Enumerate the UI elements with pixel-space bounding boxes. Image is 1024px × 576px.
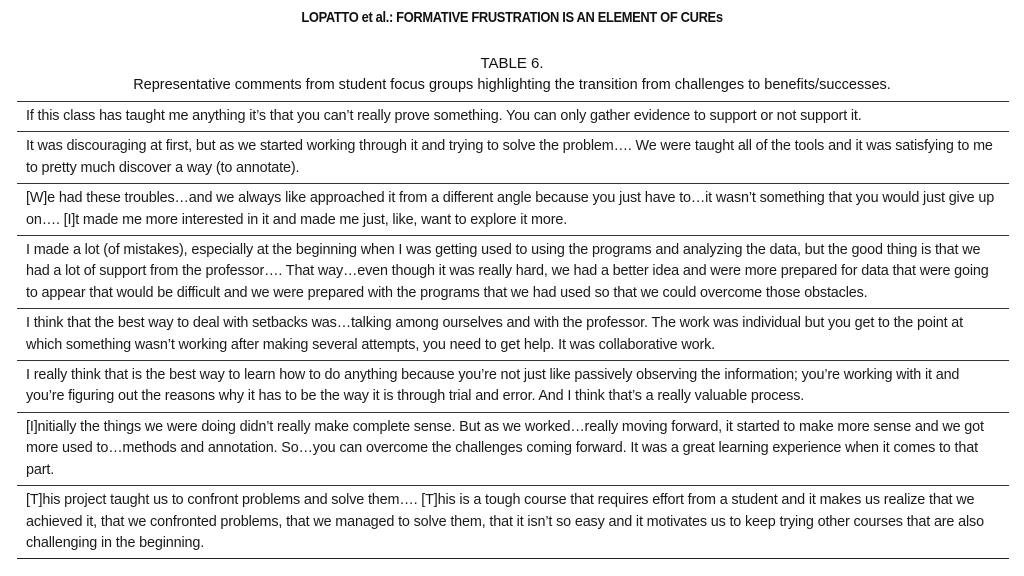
table-row: [I]nitially the things we were doing didn’t really make complete sense. But as we worked…really moving forward, it started to make more sense and we got more used to…methods and annotation. So…you can overcome the challenges coming forward. It was a great learning experience when it comes to that part. bbox=[17, 413, 1009, 486]
running-head: LOPATTO et al.: FORMATIVE FRUSTRATION IS AN ELEMENT OF CUREs bbox=[301, 9, 723, 26]
table-row: It was discouraging at first, but as we started working through it and trying to solve the problem…. We were taught all of the tools and it was satisfying to me to pretty much discover a way (to annotate). bbox=[17, 132, 1009, 184]
table-row: [W]e had these troubles…and we always like approached it from a different angle because you just have to…it wasn’t something that you would just give up on…. [I]t made me more interested in it and made me just, like, want to explore it more. bbox=[17, 184, 1009, 236]
table-row: I think that the best way to deal with setbacks was…talking among ourselves and with the professor. The work was individual but you get to the point at which something wasn’t working after making several attempts, you need to get help. It was collaborative work. bbox=[17, 309, 1009, 361]
comments-table bbox=[17, 101, 1009, 559]
table-row: If this class has taught me anything it’s that you can’t really prove something. You can only gather evidence to support or not support it. bbox=[17, 102, 1009, 132]
table-caption: Representative comments from student focus groups highlighting the transition from challenges to benefits/successes. bbox=[133, 77, 891, 93]
table-row: [T]his project taught us to confront problems and solve them…. [T]his is a tough course that requires effort from a student and it makes us realize that we achieved it, that we confronted problems, that we managed to solve them, that it isn’t so easy and it motivates us to keep trying other courses that are also challenging in the beginning. bbox=[17, 486, 1009, 559]
table-row: I made a lot (of mistakes), especially at the beginning when I was getting used to using the programs and analyzing the data, but the good thing is that we had a lot of support from the professor…. That way…even though it was really hard, we had a better idea and were more prepared for data that were going to appear that would be difficult and we were prepared with the programs that we had used so that we could overcome those obstacles. bbox=[17, 236, 1009, 309]
table-label: TABLE 6. bbox=[480, 55, 544, 72]
table-row: I really think that is the best way to learn how to do anything because you’re not just like passively observing the information; you’re working with it and you’re figuring out the reasons why it has to be the way it is through trial and error. And I think that’s a really valuable process. bbox=[17, 361, 1009, 413]
